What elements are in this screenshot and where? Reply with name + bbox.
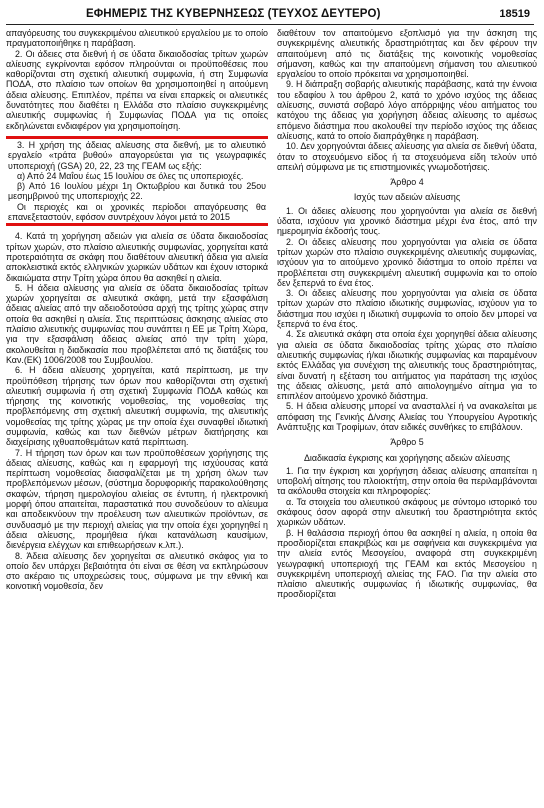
page-header xyxy=(6,6,534,25)
paragraph: 9. Η διάπραξη σοβαρής αλιευτικής παράβασης, κατά την έννοια του εδαφίου λ του άρθρου 2, κατά το χρόνο ισχύος της άδειας αλίευσης, συνιστά σοβαρό λόγο απόρριψης νέου αιτήματος του κατόχου της άδειας για χορήγηση άδειας αλίευσης το αμέσως επόμενο διάστημα που ακολουθεί την περίοδο ισχύος της άδειας αλίευσης, κατά το οποίο διαπράχθηκε η παράβαση. xyxy=(277,79,537,141)
paragraph: 3. Οι άδειες αλίευσης που χορηγούνται για αλιεία σε ύδατα τρίτων χωρών στο πλαίσιο ιδιωτικής συμφωνίας, ισχύουν για το διάστημα που ισχύει η ιδιωτική συμφωνία το οποίο δεν μπορεί να ξεπερνά το ένα έτος. xyxy=(277,288,537,330)
right-block-1 xyxy=(277,28,537,172)
paragraph: 7. Η τήρηση των όρων και των προϋποθέσεων χορήγησης της άδειας αλίευσης, καθώς και η εφαρμογή της ισχύουσας κατά περίπτωση νομοθεσίας διασφαλίζεται με τη χρήση όλων των προβλεπόμενων μέσων, (σύστημα δορυφορικής παρακολούθησης σκαφών, τήρηση ημερολογίου αλιείας σε έντυπη, ή ηλεκτρονική μορφή όπου απαιτείται, παραστατικά που συνοδεύουν το αλίευμα και αποδεικνύουν την προέλευση των αλιευτικών προϊόντων, σε συνδυασμό με την περιοχή αλιείας για την οποία έχει χορηγηθεί η άδεια αλίευσης, προμήθεια ή/και κατανάλωση καυσίμων, διενέργεια ελέγχων και επιθεωρήσεων κ.λπ.). xyxy=(6,447,268,551)
paragraph: Οι περιοχές και οι χρονικές περίοδοι απαγόρευσης θα επανεξεταστούν, εφόσον συντρέχουν λόγοι μετά το 2015 xyxy=(8,201,266,223)
left-column xyxy=(6,28,268,804)
right-block-2 xyxy=(277,206,537,433)
paragraph: 3. Η χρήση της άδειας αλίευσης στα διεθνή, με το αλιευτικό εργαλείο «τράτα βυθού» απαγορεύεται για τις γεωγραφικές υποπεριοχή (GSA) 20, 22, 23 της ΓΕΑΜ ως εξής: xyxy=(8,139,266,171)
highlighted-paragraph-box xyxy=(6,136,268,226)
article-5-heading: Άρθρο 5 xyxy=(390,437,424,448)
paragraph: απαγόρευσης του συγκεκριμένου αλιευτικού εργαλείου με το οποίο πραγματοποιήθηκε η παράβαση. xyxy=(6,28,268,49)
paragraph: 4. Κατά τη χορήγηση αδειών για αλιεία σε ύδατα δικαιοδοσίας τρίτων χωρών, στο πλαίσιο αλιευτικής συμφωνίας, χορηγείται κατά προτεραιότητα σε σκάφη που διαθέτουν αλιευτική άδεια για αλιεία αποκλειστικά εκτός ελληνικών χωρικών υδάτων και έχουν ιστορικά δικαιώματα στην Τρίτη χώρα όπου θα ασκηθεί η αλιεία. xyxy=(6,231,268,283)
paragraph: α. Τα στοιχεία του αλιευτικού σκάφους με σύντομο ιστορικό του σκάφους όσον αφορά στην αλιευτική του δραστηριότητα εκτός χωρικών υδάτων. xyxy=(277,496,537,528)
paragraph: διαθέτουν τον απαιτούμενο εξοπλισμό για την άσκηση της συγκεκριμένης αλιευτικής δραστηριότητας και δεν φέρουν την απαιτούμενη από τις διατάξεις της κοινοτικής νομοθεσίας σήμανση, καθώς και την απαιτούμενη σήμανση του αλιευτικού εργαλείου το οποίο πρόκειται να χρησιμοποιηθεί. xyxy=(277,28,537,80)
paragraph: 2. Οι άδειες αλίευσης που χορηγούνται για αλιεία σε ύδατα τρίτων χωρών στο πλαίσιο συγκεκριμένης αλιευτικής συμφωνίας, ισχύουν για το αιτούμενο χρονικό διάστημα το οποίο πρέπει να προβλέπεται στη συγκεκριμένη αλιευτική συμφωνία και το οποίο δεν ξεπερνά το ένα έτος. xyxy=(277,236,537,288)
article-4-title: Ισχύς των αδειών αλίευσης xyxy=(353,192,461,203)
paragraph: 6. Η άδεια αλίευσης χορηγείται, κατά περίπτωση, με την προϋπόθεση τήρησης των όρων που καθορίζονται στη σχετική αλιευτική συμφωνία ή στη σχετική Συμφωνία ΠΟΔΑ καθώς και τήρησης της κοινοτικής νομοθεσίας, της νομοθεσίας της προβλεπόμενης στη σχετική αλιευτική συμφωνία, της αλιευτικής νομοθεσίας της τρίτης χώρας με την οποία έχει συναφθεί ιδιωτική συμφωνία, καθώς και των διεθνών μέτρων διατήρησης και διαχείρισης ιχθυαποθεμάτων κατά περίπτωση. xyxy=(6,365,268,448)
paragraph: α) Από 24 Μαΐου έως 15 Ιουλίου σε όλες τις υποπεριοχές. xyxy=(17,170,244,181)
article-5-title: Διαδικασία έγκρισης και χορήγησης αδειών αλίευσης xyxy=(303,452,511,463)
left-before-block xyxy=(6,28,268,131)
article-4-heading: Άρθρο 4 xyxy=(390,177,424,188)
paragraph: 2. Οι άδειες στα διεθνή ή σε ύδατα δικαιοδοσίας τρίτων χωρών αλίευσης εγκρίνονται εφόσον πληρούνται οι προϋποθέσεις που καθορίζονται στη σχετική αλιευτική συμφωνία, ή στη Συμφωνία ΠΟΔΑ, στο πλαίσιο των οποίων θα χρησιμοποιηθεί η αιτούμενη άδεια αλίευσης. Επιπλέον, πρέπει να είναι επαρκείς οι αλιευτικές δυνατότητες που διαθέτει η Ελλάδα στο πλαίσιο συγκεκριμένης αλιευτικής συμφωνίας ή Συμφωνίας ΠΟΔΑ για τις οποίες εκδηλώνεται ενδιαφέρον για χρησιμοποίηση. xyxy=(6,48,268,131)
left-after-block xyxy=(6,231,268,591)
paragraph: 1. Για την έγκριση και χορήγηση άδειας αλίευσης απαιτείται η υποβολή αίτησης του πλοιοκτήτη, στην οποία θα περιλαμβάνονται τα ακόλουθα στοιχεία και πληροφορίες: xyxy=(277,465,537,497)
paragraph: 5. Η άδεια αλίευσης για αλιεία σε ύδατα δικαιοδοσίας τρίτων χωρών χορηγείται σε αλιευτικά σκάφη, μετά την εξασφάλιση άδειας αλιείας από την αδειοδοτούσα αρχή της τρίτης χώρας στην οποία θα ασκηθεί η αλιεία. Στις περιπτώσεις άσκησης αλιείας στο πλαίσιο αλιευτικής συμφωνίας που συνάπτει η ΕΕ με Τρίτη Χώρα, για την εξασφάλιση άδειας αλιείας από την τρίτη χώρα, ακολουθείται η διαδικασία που προβλέπεται από τις διατάξεις του Καν.(ΕΚ) 1006/2008 του Συμβουλίου. xyxy=(6,282,268,365)
paragraph: 5. Η άδεια αλίευσης μπορεί να ανασταλλεί ή να ανακαλείται με απόφαση της Γενικής Δ/νσης Αλιείας του Υπουργείου Αγροτικής Ανάπτυξης και Τροφίμων, όταν ειδικές συνθήκες το επιβάλουν. xyxy=(277,401,537,432)
gazette-title: ΕΦΗΜΕΡΙΣ ΤΗΣ ΚΥΒΕΡΝΗΣΕΩΣ (ΤΕΥΧΟΣ ΔΕΥΤΕΡΟ) xyxy=(86,8,381,20)
paragraph: 4. Σε αλιευτικά σκάφη στα οποία έχει χορηγηθεί άδεια αλίευσης για αλιεία σε ύδατα δικαιοδοσίας τρίτης χώρας στο πλαίσιο αλιευτικής συμφωνίας ή/και ιδιωτικής συμφωνίας και παραμένουν εκτός Ελλάδας για συνέχιση της αλιευτικής τους δραστηριότητας, είναι δυνατή η εξέταση του αιτήματος για παράταση της ισχύος της άδειας αλίευσης, μετά από αιτιολογημένο αίτημα για το επιπλέον αιτούμενο χρονικό διάστημα. xyxy=(277,329,537,402)
paragraph: 10. Δεν χορηγούνται άδειες αλίευσης για αλιεία σε διεθνή ύδατα, όταν το στοχευόμενο είδος ή τα στοχευόμενα είδη τελούν υπό απειλή σύμφωνα με τις επιστημονικές γνωμοδοτήσεις. xyxy=(277,141,537,172)
paragraph: 1. Οι άδειες αλίευσης που χορηγούνται για αλιεία σε διεθνή ύδατα, ισχύουν για χρονικό διάστημα μέχρι ένα έτος, από την ημερομηνία έκδοσής τους. xyxy=(277,205,537,237)
paragraph: 8. Άδεια αλίευσης δεν χορηγείται σε αλιευτικό σκάφος για το οποίο δεν υπάρχει βεβαιότητα ότι είναι σε θέση να εκπληρώσουν στο ακέραιο τις υποχρεώσεις τους, σύμφωνα με την εθνική και κοινοτική νομοθεσία, δεν xyxy=(6,550,268,592)
right-column xyxy=(277,28,537,804)
paragraph: β) Από 16 Ιουλίου μέχρι 1η Οκτωβρίου και δυτικά του 25ου μεσημβρινού της υποπεριοχής 22. xyxy=(8,181,266,202)
paragraph: β. Η θαλάσσια περιοχή όπου θα ασκηθεί η αλιεία, η οποία θα προσδιορίζεται επακριβώς και με σαφήνεια και συγκεκριμένα για την αλιεία εντός Μεσογείου, αναφορά στη συγκεκριμένη γεωγραφική υποπεριοχή της ΓΕΑΜ και εκτός Μεσογείου η συγκεκριμένη υποπεριοχή αλιείας της FAO. Για την αλιεία στο πλαίσιο αλιευτικής συμφωνίας ή ιδιωτικής συμφωνίας, θα προσδιορίζεται xyxy=(277,527,537,600)
right-block-3 xyxy=(277,466,537,600)
page-number: 18519 xyxy=(499,8,530,20)
